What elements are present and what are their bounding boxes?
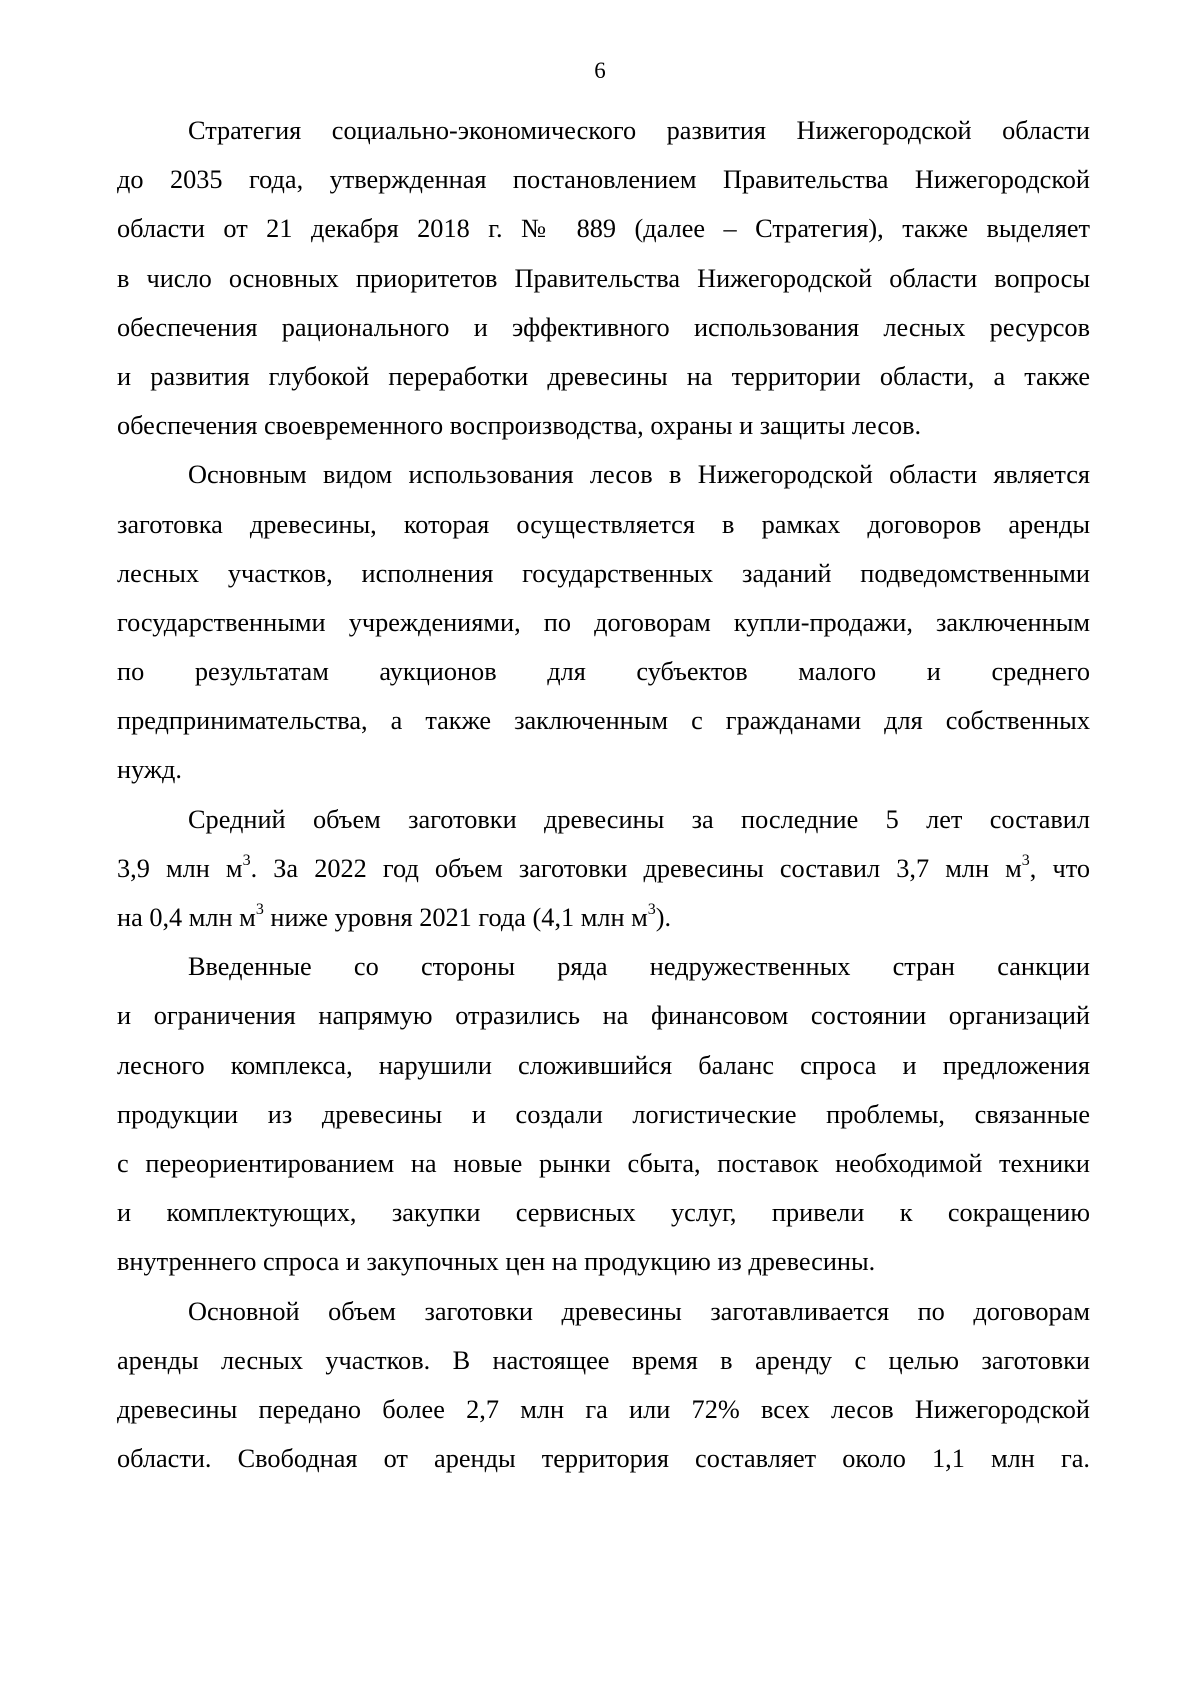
text-fragment: . За 2022 год объем заготовки древесины составил 3,7 млн м bbox=[250, 853, 1022, 883]
text-line: лесного комплекса, нарушили сложившийся баланс спроса и предложения bbox=[117, 1050, 1090, 1080]
text-line: и развития глубокой переработки древесины на территории области, а также bbox=[117, 361, 1090, 391]
text-line: Стратегия социально-экономического развития Нижегородской области bbox=[188, 116, 1090, 145]
text-line: Основным видом использования лесов в Нижегородской области является bbox=[188, 460, 1090, 490]
text-line: лесных участков, исполнения государственных заданий подведомственными bbox=[117, 558, 1090, 588]
text-fragment: ниже уровня 2021 года (4,1 млн м bbox=[263, 903, 648, 932]
text-line: и комплектующих, закупки сервисных услуг, привели к сокращению bbox=[117, 1198, 1090, 1228]
text-fragment: , что bbox=[1029, 853, 1090, 883]
text-line: заготовка древесины, которая осуществляется в рамках договоров аренды bbox=[117, 509, 1090, 539]
text-line: нужд. bbox=[117, 755, 182, 785]
text-line bbox=[117, 844, 1090, 893]
text-line: области от 21 декабря 2018 г. № 889 (далее – Стратегия), также выделяет bbox=[117, 214, 1090, 244]
text-line: внутреннего спроса и закупочных цен на продукцию из древесины. bbox=[117, 1247, 876, 1277]
text-line: в число основных приоритетов Правительства Нижегородской области вопросы bbox=[117, 263, 1090, 293]
text-line: и ограничения напрямую отразились на финансовом состоянии организаций bbox=[117, 1001, 1090, 1031]
paragraph-lease bbox=[117, 1287, 1090, 1484]
superscript: 3 bbox=[647, 901, 656, 919]
text-line bbox=[117, 893, 1090, 942]
text-line: продукции из древесины и создали логистические проблемы, связанные bbox=[117, 1099, 1090, 1129]
text-line: Основной объем заготовки древесины заготавливается по договорам bbox=[188, 1296, 1090, 1326]
text-line: обеспечения рационального и эффективного использования лесных ресурсов bbox=[117, 312, 1090, 342]
document-body bbox=[117, 106, 1090, 1483]
paragraph-sanctions bbox=[117, 942, 1090, 1286]
paragraph-harvest-volume bbox=[117, 795, 1090, 943]
text-line: аренды лесных участков. В настоящее время в аренду с целью заготовки bbox=[117, 1345, 1090, 1375]
text-line: с переориентированием на новые рынки сбыта, поставок необходимой техники bbox=[117, 1148, 1090, 1178]
text-line: Введенные со стороны ряда недружественных стран санкции bbox=[188, 952, 1090, 982]
text-line: по результатам аукционов для субъектов малого и среднего bbox=[117, 657, 1090, 687]
text-line: древесины передано более 2,7 млн га или 72% всех лесов Нижегородской bbox=[117, 1394, 1090, 1424]
text-line: предпринимательства, а также заключенным с гражданами для собственных bbox=[117, 706, 1090, 736]
text-line: Средний объем заготовки древесины за последние 5 лет составил bbox=[188, 804, 1090, 834]
page-number: 6 bbox=[594, 58, 606, 83]
text-line: обеспечения своевременного воспроизводства, охраны и защиты лесов. bbox=[117, 411, 922, 441]
paragraph-forest-use bbox=[117, 450, 1090, 794]
text-line: до 2035 года, утвержденная постановлением Правительства Нижегородской bbox=[117, 165, 1090, 195]
paragraph-strategy bbox=[117, 106, 1090, 450]
superscript: 3 bbox=[255, 901, 264, 919]
text-fragment: на 0,4 млн м bbox=[117, 903, 256, 932]
superscript: 3 bbox=[1021, 852, 1030, 870]
text-fragment: ). bbox=[655, 903, 672, 932]
text-line: государственными учреждениями, по договорам купли-продажи, заключенным bbox=[117, 607, 1090, 637]
text-line: области. Свободная от аренды территория составляет около 1,1 млн га. bbox=[117, 1444, 1090, 1474]
text-fragment: 3,9 млн м bbox=[117, 853, 243, 883]
superscript: 3 bbox=[242, 852, 251, 870]
